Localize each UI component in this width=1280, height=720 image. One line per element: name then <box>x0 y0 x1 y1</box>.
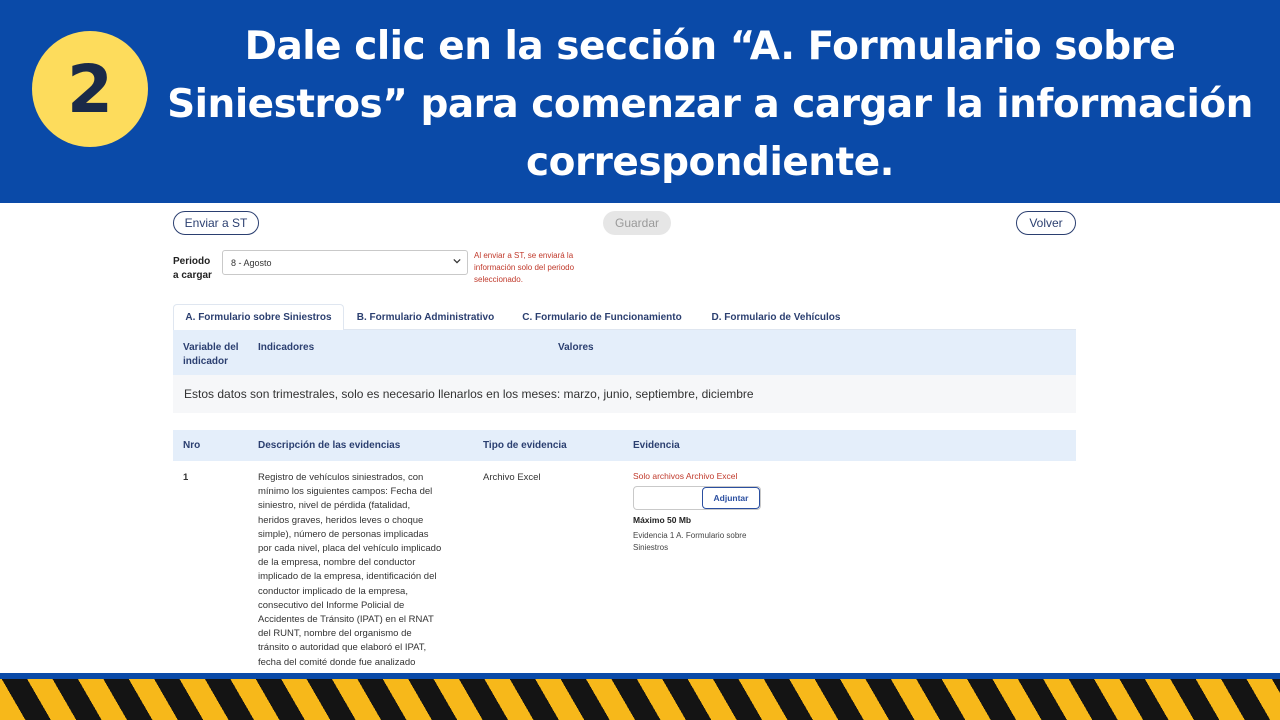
description-line: implicado de la empresa, identificación del <box>258 571 437 583</box>
description-line: tránsito o autoridad que elaboró el IPAT, <box>258 642 427 654</box>
form-tabs <box>173 304 1076 330</box>
period-select[interactable] <box>222 250 468 275</box>
period-warning: Al enviar a ST, se enviará la información solo del periodo seleccionado. <box>474 251 575 284</box>
description-line: consecutivo del Informe Policial de <box>258 599 405 611</box>
save-button[interactable]: Guardar <box>603 211 671 235</box>
instruction-text <box>160 18 1260 192</box>
evidence-note: Evidencia 1 A. Formulario sobre Siniestros <box>633 531 747 552</box>
quarterly-note: Estos datos son trimestrales, solo es necesario llenarlos en los meses: marzo, junio, septiembre, diciembre <box>173 375 1076 413</box>
col-indicators: Indicadores <box>258 342 315 353</box>
evidence-table-header <box>173 430 1076 461</box>
col-variable <box>183 341 239 369</box>
tab-vehiculos[interactable]: D. Formulario de Vehículos <box>711 311 841 323</box>
instruction-line-3: correspondiente. <box>526 140 894 185</box>
attach-button[interactable]: Adjuntar <box>702 487 760 509</box>
form-screenshot <box>0 203 1280 673</box>
description-line: conductor implicado de la empresa, <box>258 585 408 597</box>
send-to-st-button[interactable]: Enviar a ST <box>173 211 259 235</box>
tab-funcionamiento[interactable]: C. Formulario de Funcionamiento <box>522 311 682 323</box>
description-line: fecha del comité donde fue analizado <box>258 656 416 668</box>
hazard-stripes <box>0 679 1280 720</box>
chevron-down-icon <box>453 257 461 265</box>
description-line: Registro de vehículos siniestrados, con <box>258 472 424 483</box>
description-line: del RUNT, nombre del organismo de <box>258 628 412 640</box>
col-type: Tipo de evidencia <box>483 440 567 451</box>
back-button[interactable]: Volver <box>1016 211 1076 235</box>
period-label-line-2: a cargar <box>173 270 212 281</box>
instruction-line-1: Dale clic en la sección “A. Formulario sobre <box>244 24 1176 69</box>
row-type: Archivo Excel <box>483 472 541 483</box>
instruction-line-2: Siniestros” para comenzar a cargar la información <box>167 82 1253 127</box>
description-line: siniestro, nivel de pérdida (fatalidad, <box>258 500 411 512</box>
col-values: Valores <box>558 342 594 353</box>
instruction-banner <box>0 0 1280 203</box>
description-line: de la empresa, nombre del conductor <box>258 557 416 569</box>
col-variable-line-2: indicador <box>183 356 229 367</box>
description-line: simple), número de personas implicadas <box>258 528 429 540</box>
indicator-table-header <box>173 330 1076 375</box>
description-line: heridos graves, heridos leves o choque <box>258 514 424 526</box>
description-line: Accidentes de Tránsito (IPAT) en el RNAT <box>258 614 434 626</box>
period-label <box>173 255 212 283</box>
description-line: mínimo los siguientes campos: Fecha del <box>258 486 433 498</box>
row-description <box>258 471 476 670</box>
col-description: Descripción de las evidencias <box>258 440 401 451</box>
row-nro: 1 <box>183 472 189 483</box>
period-label-line-1: Periodo <box>173 256 211 267</box>
file-type-hint: Solo archivos Archivo Excel <box>633 471 738 481</box>
description-line: por cada nivel, placa del vehículo implicado <box>258 543 442 555</box>
max-size-label: Máximo 50 Mb <box>633 515 692 525</box>
tab-administrativo[interactable]: B. Formulario Administrativo <box>356 311 495 323</box>
step-number-badge: 2 <box>32 31 148 147</box>
col-nro: Nro <box>183 440 201 451</box>
col-variable-line-1: Variable del <box>183 342 239 353</box>
col-evidence: Evidencia <box>633 440 680 451</box>
period-selected-value: 8 - Agosto <box>231 257 272 268</box>
tab-siniestros[interactable]: A. Formulario sobre Siniestros <box>173 304 344 331</box>
